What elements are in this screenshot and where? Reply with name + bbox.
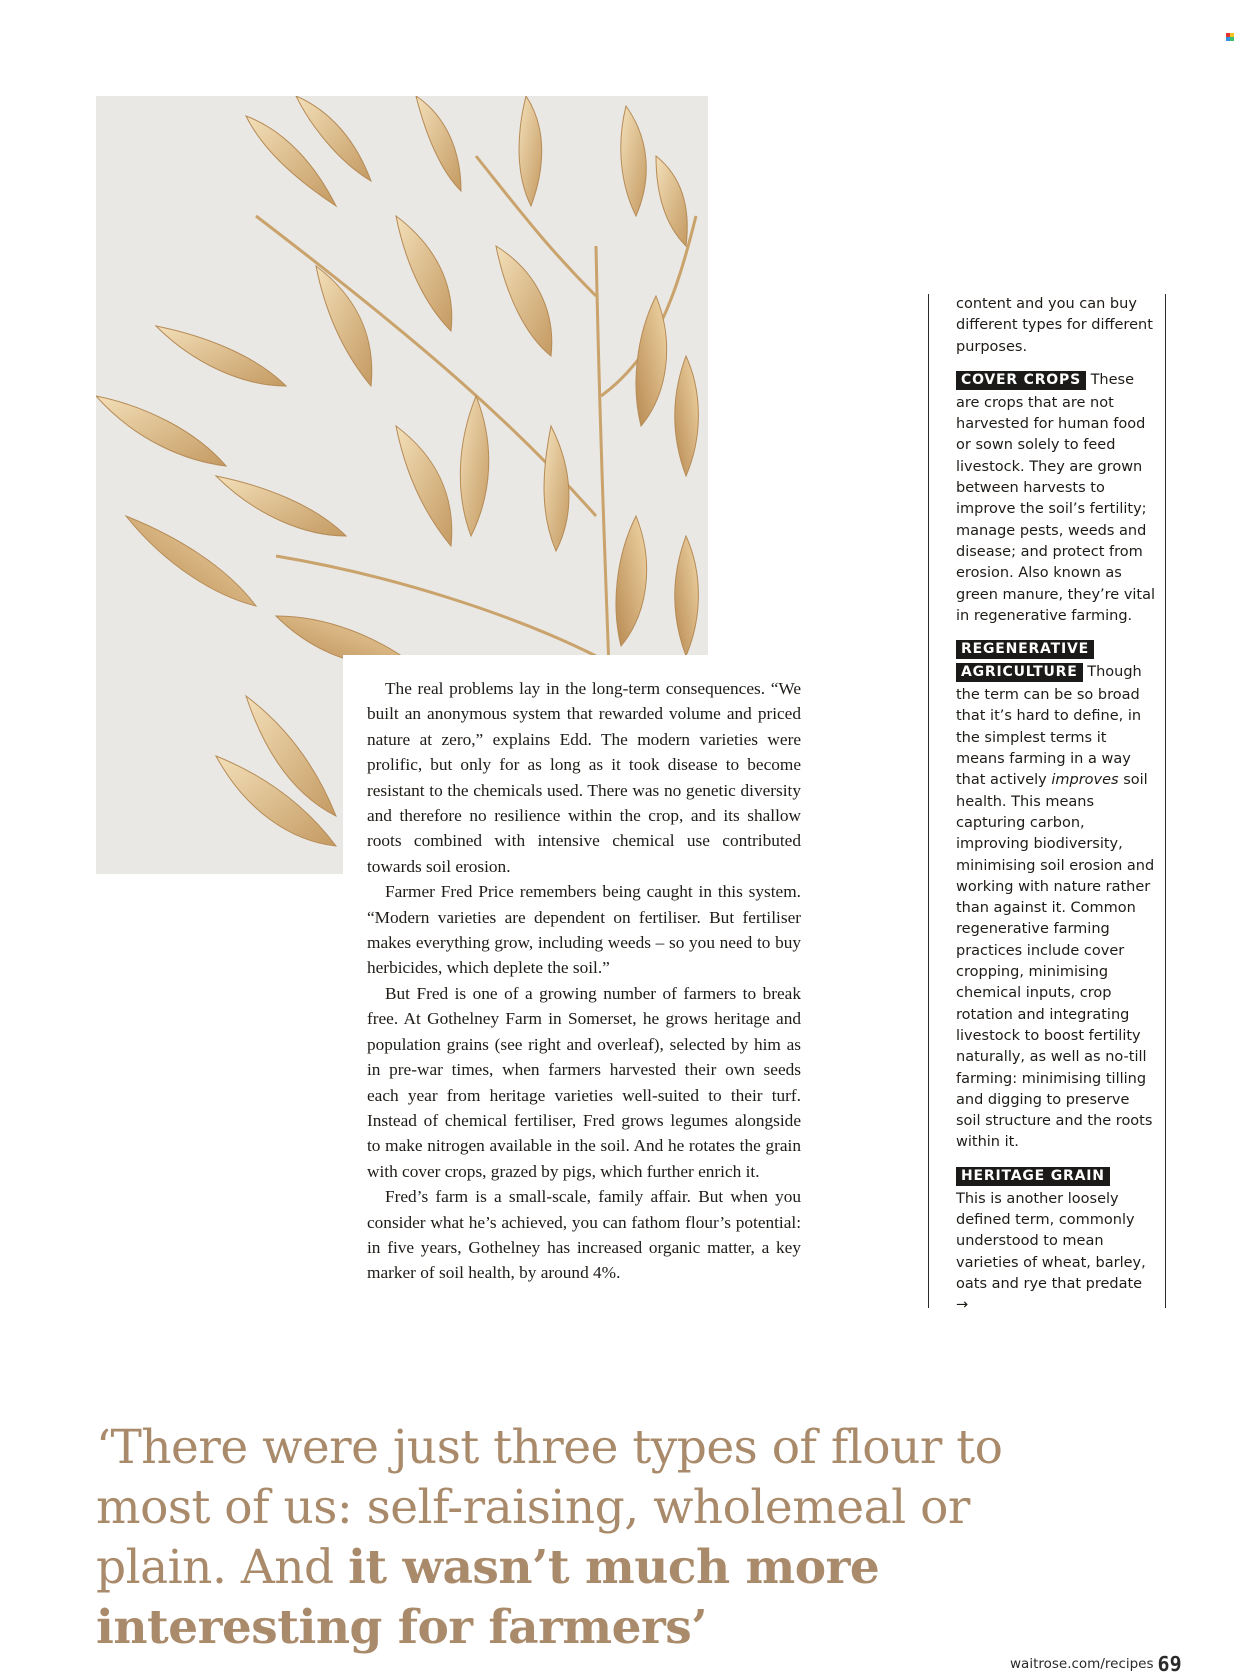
- body-paragraph-1: The real problems lay in the long-term consequences. “We built an anonymous system that rewarded volume and priced nature at zero,” explains Edd. The modern varieties were prolific, but only for as long as it took disease to become resistant to the chemicals used. There was no genetic diversity and therefore no resilience within the crop, and its shallow roots combined with intensive chemical use contributed towards soil erosion.: [367, 679, 801, 876]
- glossary-tag: HERITAGE GRAIN: [956, 1167, 1110, 1186]
- glossary-emphasis: improves: [1051, 772, 1119, 789]
- glossary-entry-regenerative-agriculture: [956, 639, 1156, 1154]
- glossary-sidebar: [928, 294, 1166, 1314]
- glossary-text: soil health. This means capturing carbon, improving biodiversity, minimising soil erosion and working with nature rather than against it. Common regenerative farming practices include cover cropping, minimising chemical inputs, crop rotation and integrating livestock to boost fertility naturally, as well as no-till farming: minimising tilling and digging to preserve soil structure and the roots within it.: [956, 772, 1155, 1151]
- glossary-text: These are crops that are not harvested for human food or sown solely to feed livestock. They are grown between harvests to improve the soil’s fertility; manage pests, weeds and disease; and protect from erosion. Also known as green manure, they’re vital in regenerative farming.: [956, 371, 1156, 624]
- body-paragraph-2: Farmer Fred Price remembers being caught in this system. “Modern varieties are dependent on fertiliser. But fertiliser makes everything grow, including weeds – so you need to buy herbicides, which deplete the soil.”: [367, 882, 801, 978]
- footer-url[interactable]: waitrose.com/recipes: [1010, 1656, 1154, 1672]
- glossary-tag: COVER CROPS: [956, 371, 1086, 390]
- glossary-tag: REGENERATIVE: [956, 640, 1094, 659]
- glossary-tag: AGRICULTURE: [956, 663, 1083, 682]
- color-squares-icon: [1226, 33, 1234, 41]
- glossary-text: This is another loosely defined term, commonly understood to mean varieties of wheat, barley, oats and rye that predate →: [956, 1190, 1146, 1314]
- glossary-intro: content and you can buy different types for different purposes.: [956, 296, 1153, 355]
- pull-quote: [96, 1418, 1096, 1658]
- pull-quote-bold: it wasn’t much more interesting for farmers’: [96, 1540, 880, 1655]
- body-paragraph-3: But Fred is one of a growing number of farmers to break free. At Gothelney Farm in Somerset, he grows heritage and population grains (see right and overleaf), selected by him as in pre-war times, when farmers harvested their own seeds each year from heritage varieties well-suited to their turf. Instead of chemical fertiliser, Fred grows legumes alongside to make nitrogen available in the soil. And he rotates the grain with cover crops, grazed by pigs, which further enrich it.: [367, 983, 801, 1181]
- page-footer: [1010, 1652, 1182, 1676]
- glossary-text: Though the term can be so broad that it’s hard to define, in the simplest terms it means farming in a way that actively: [956, 664, 1142, 789]
- page-number: 69: [1157, 1652, 1182, 1676]
- pull-quote-regular: ‘There were just three types of flour to most of us: self-raising, wholemeal or plain. And: [96, 1420, 1003, 1595]
- glossary-entry-cover-crops: [956, 370, 1156, 627]
- glossary-entry-heritage-grain: [956, 1166, 1156, 1317]
- article-body: [367, 676, 801, 1286]
- body-paragraph-4: Fred’s farm is a small-scale, family affair. But when you consider what he’s achieved, you can fathom flour’s potential: in five years, Gothelney has increased organic matter, a key marker of soil health, by around 4%.: [367, 1187, 801, 1283]
